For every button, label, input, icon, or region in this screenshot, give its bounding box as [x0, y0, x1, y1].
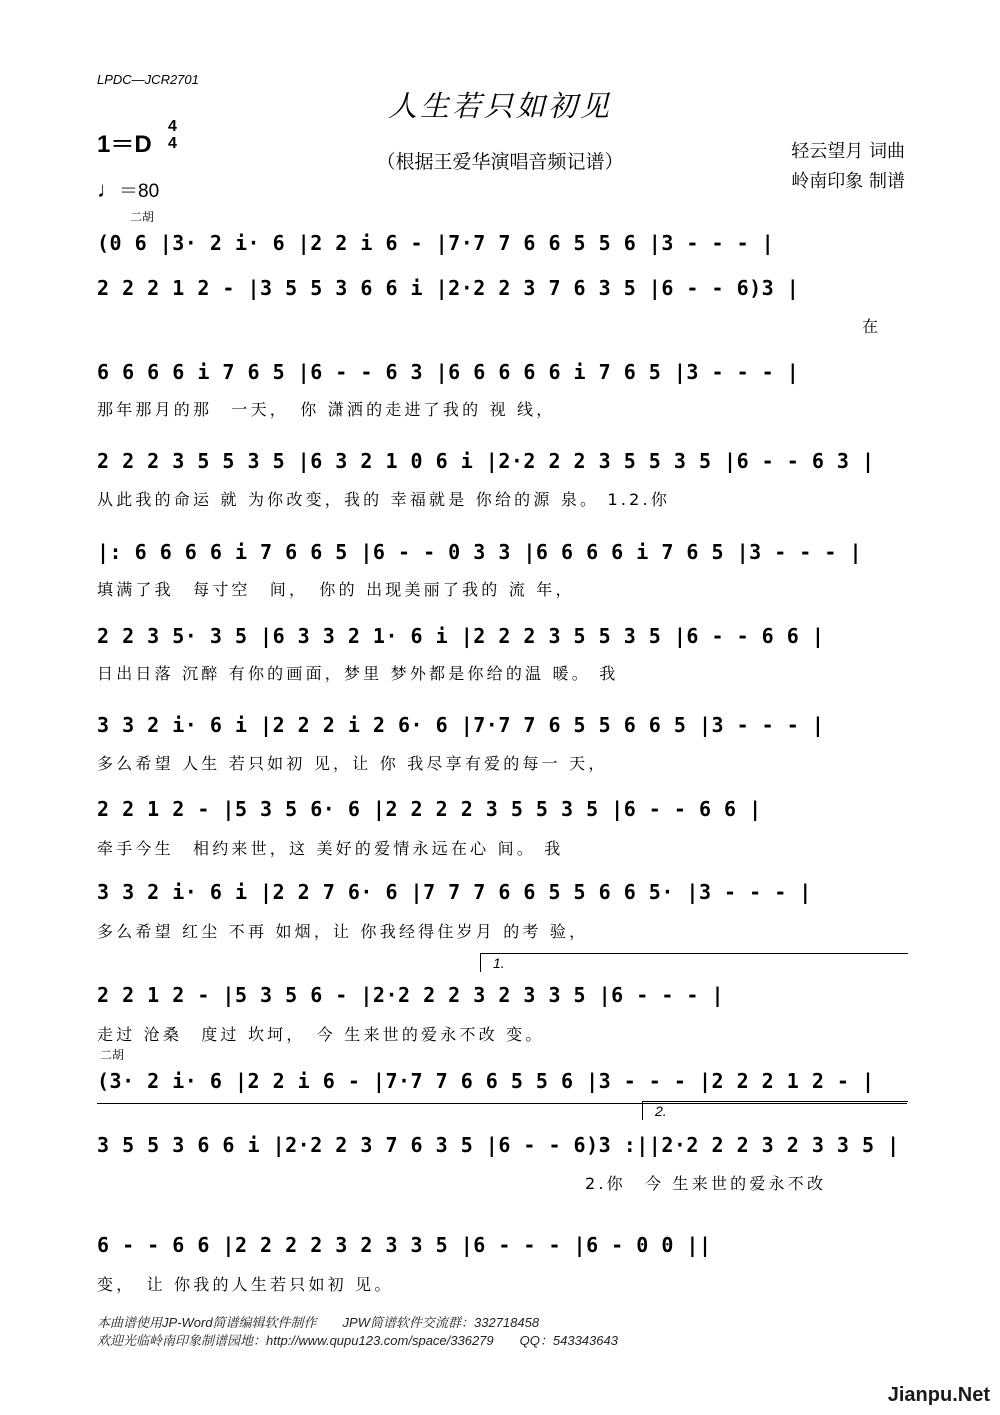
lyric-row: 多么希望 人生 若只如初 见，让 你 我尽享有爱的每一 天，	[97, 754, 608, 773]
score-row: (3· 2 i· 6 |2 2 i 6 - |7·7 7 6 6 5 5 6 |3 - - - |2 2 2 1 2 - |	[97, 1069, 875, 1093]
song-title: 人生若只如初见	[387, 89, 612, 123]
tempo-value: ＝80	[119, 181, 160, 202]
meter-bottom: 4	[168, 135, 177, 152]
instrument-label: 二胡	[130, 210, 155, 224]
time-signature	[168, 118, 177, 152]
score-row: (0 6 |3· 2 i· 6 |2 2 i 6 - |7·7 7 6 6 5 5 6 |3 - - - |	[97, 231, 775, 255]
footer-line-2: 欢迎光临岭南印象制谱园地：http://www.qupu123.com/space/336279 QQ：543343643	[97, 1333, 618, 1348]
volta-bracket-1	[480, 953, 908, 972]
score-row: |: 6 6 6 6 i 7 6 6 5 |6 - - 0 3 3 |6 6 6 6 i 7 6 5 |3 - - - |	[97, 540, 863, 564]
footer-line-1: 本曲谱使用JP-Word简谱编辑软件制作 JPW简谱软件交流群：332718458	[97, 1315, 540, 1330]
lyric-row: 牵手今生 相约来世，这 美好的爱情永远在心 间。 我	[97, 839, 564, 858]
meter-top: 4	[168, 118, 177, 135]
score-row: 6 - - 6 6 |2 2 2 2 3 2 3 3 5 |6 - - - |6 - 0 0 ||	[97, 1233, 712, 1257]
tempo-marking	[97, 176, 159, 203]
score-row: 2 2 3 5· 3 5 |6 3 3 2 1· 6 i |2 2 2 3 5 5 3 5 |6 - - 6 6 |	[97, 624, 825, 648]
score-row: 2 2 2 3 5 5 3 5 |6 3 2 1 0 6 i |2·2 2 2 3 5 5 3 5 |6 - - 6 3 |	[97, 449, 875, 473]
volta-bracket-2	[642, 1101, 908, 1120]
key-signature: 1＝D	[97, 131, 152, 158]
lyric-row: 填满了我 每寸空 间， 你的 出现美丽了我的 流 年，	[97, 580, 575, 599]
score-row: 3 3 2 i· 6 i |2 2 2 i 2 6· 6 |7·7 7 6 5 5 6 6 5 |3 - - - |	[97, 713, 825, 737]
song-subtitle: （根据王爱华演唱音频记谱）	[376, 151, 624, 173]
score-row: 2 2 2 1 2 - |3 5 5 3 6 6 i |2·2 2 3 7 6 3 5 |6 - - 6)3 |	[97, 276, 800, 300]
score-code: LPDC—JCR2701	[97, 72, 199, 87]
score-row: 3 3 2 i· 6 i |2 2 7 6· 6 |7 7 7 6 6 5 5 6 6 5· |3 - - - |	[97, 880, 812, 904]
watermark: Jianpu.Net	[887, 1384, 990, 1406]
volta-2-label: 2.	[655, 1103, 667, 1119]
lyric-row: 从此我的命运 就 为你改变，我的 幸福就是 你给的源 泉。 1.2.你	[97, 490, 671, 509]
score-row: 6 6 6 6 i 7 6 5 |6 - - 6 3 |6 6 6 6 6 i 7 6 5 |3 - - - |	[97, 360, 800, 384]
credit-transcriber: 岭南印象 制谱	[791, 171, 905, 192]
score-row: 2 2 1 2 - |5 3 5 6 - |2·2 2 2 3 2 3 3 5 |6 - - - |	[97, 983, 725, 1007]
lyric-row: 那年那月的那 一天， 你 潇洒的走进了我的 视 线，	[97, 400, 556, 419]
lyric-row: 走过 沧桑 度过 坎坷， 今 生来世的爱永不改 变。	[97, 1025, 545, 1044]
instrument-label-2: 二胡	[100, 1048, 125, 1062]
score-row: 2 2 1 2 - |5 3 5 6· 6 |2 2 2 2 3 5 5 3 5 |6 - - 6 6 |	[97, 797, 762, 821]
volta-1-label: 1.	[493, 955, 505, 971]
score-row: 3 5 5 3 6 6 i |2·2 2 3 7 6 3 5 |6 - - 6)3 :||2·2 2 2 3 2 3 3 5 |	[97, 1133, 900, 1157]
lyric-row: 多么希望 红尘 不再 如烟，让 你我经得住岁月 的考 验，	[97, 922, 589, 941]
credit-lyrics-music: 轻云望月 词曲	[791, 141, 905, 162]
lyric-row: 变， 让 你我的人生若只如初 见。	[97, 1275, 394, 1294]
quarter-note-icon: ♩	[97, 177, 119, 202]
lyric-row: 日出日落 沉醉 有你的画面，梦里 梦外都是你给的温 暖。 我	[97, 664, 619, 683]
lyric-row: 2.你 今 生来世的爱永不改	[585, 1174, 827, 1193]
lyric-row: 在	[862, 317, 882, 336]
